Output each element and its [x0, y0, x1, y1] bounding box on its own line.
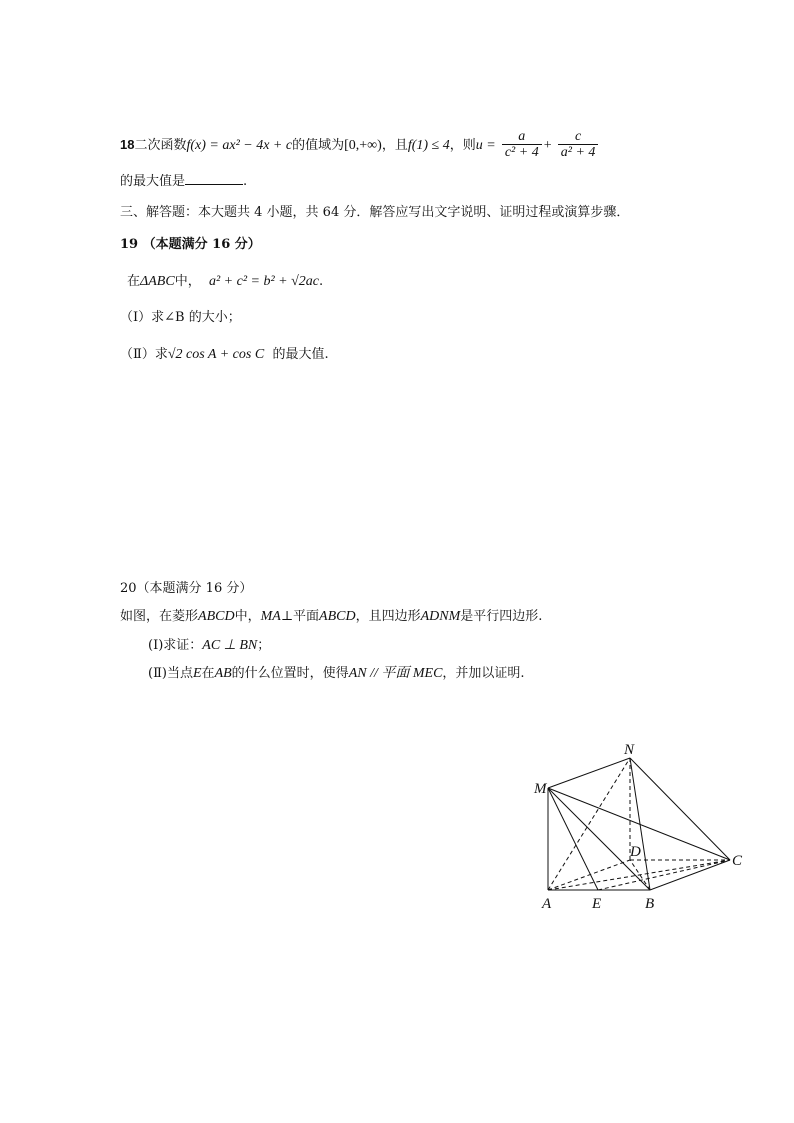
q20-intro-e: 是平行四边形. [460, 609, 543, 624]
q20-part2-an: AN // 平面 MEC [348, 666, 443, 681]
q18-condition: f(1) ≤ 4 [407, 138, 450, 153]
q18-function: f(x) = ax² − 4x + c [186, 138, 293, 153]
q20-intro-ma: MA [260, 609, 281, 624]
q18-line2 [120, 170, 247, 189]
q19-part2-expression: √2 cos A + cos C [167, 347, 265, 362]
q18-end: . [243, 174, 248, 189]
q19-equation: a² + c² = b² + √2ac [208, 274, 320, 289]
q20-part1-prefix: (Ⅰ)求证： [148, 638, 203, 653]
label-D: D [630, 844, 641, 860]
label-M: M [534, 781, 547, 797]
q20-intro-abcd: ABCD [198, 609, 235, 624]
q20-part2-b: 在 [201, 666, 215, 681]
edge-EC-hidden [598, 860, 730, 890]
edge-AD-hidden [548, 860, 630, 890]
edge-MN [548, 758, 630, 788]
q19-triangle: ΔABC [140, 274, 175, 289]
q20-part2-c: 的什么位置时，使得 [231, 666, 349, 681]
q18-u-lhs: u = [475, 138, 496, 153]
q20-part2-e: E [192, 666, 202, 681]
q20-part2-ab: AB [214, 666, 232, 681]
q19-part2 [120, 343, 329, 363]
q20-part1-expression: AC ⊥ BN [202, 638, 258, 653]
q19-part2-prefix: （Ⅱ）求 [120, 347, 168, 362]
q18-text5: 的最大值是 [120, 174, 186, 189]
q20-title: 20（本题满分 16 分） [120, 581, 253, 596]
q20-part1 [148, 634, 270, 654]
q19-part2-suffix: 的最大值. [272, 347, 329, 362]
geometry-figure [530, 740, 760, 920]
label-A: A [542, 896, 552, 912]
q18-number: 18 [120, 137, 135, 152]
edge-MB [548, 788, 650, 890]
label-C: C [732, 853, 743, 869]
q18-text2: 的值域为 [292, 138, 345, 153]
q20-part2-d: ，并加以证明. [442, 666, 525, 681]
edge-AN-hidden [548, 758, 630, 890]
q20-intro-d: ，且四边形 [355, 609, 421, 624]
q19-prefix: 在 [127, 274, 141, 289]
q20-intro [120, 605, 542, 625]
q18-text4: ，则 [449, 138, 476, 153]
q18-line1 [120, 130, 600, 161]
q18-plus: + [543, 138, 552, 153]
q20-intro-adnm: ADNM [420, 609, 461, 624]
q19-end: . [319, 274, 324, 289]
q18-fraction-2 [558, 129, 599, 160]
q18-text1: 二次函数 [134, 138, 187, 153]
label-N: N [624, 742, 635, 758]
section3-heading: 三、解答题：本大题共 4 小题，共 64 分．解答应写出文字说明、证明过程或演算步骤． [120, 205, 630, 220]
edge-AC-hidden [548, 860, 730, 890]
q20-intro-abcd2: ABCD [319, 609, 356, 624]
q19-mid: 中， [174, 274, 201, 289]
q18-fraction-2-denominator: a² + 4 [560, 145, 596, 160]
edge-NC [630, 758, 730, 860]
q19-line1 [127, 270, 323, 290]
q20-intro-a: 如图，在菱形 [120, 609, 199, 624]
label-B: B [645, 896, 655, 912]
q20-part1-end: ； [257, 638, 271, 653]
q19-title: 19 （本题满分 16 分） [120, 237, 261, 252]
q18-text3: ，且 [381, 138, 408, 153]
q18-range: [0,+∞) [344, 138, 382, 153]
q19-part1: （Ⅰ）求∠B 的大小； [120, 310, 241, 325]
q18-fraction-1-denominator: c² + 4 [504, 145, 539, 160]
q18-fraction-1 [502, 129, 542, 160]
q18-fraction-2-numerator: c [558, 129, 599, 145]
q20-intro-b: 中， [234, 609, 261, 624]
q20-part2-a: (Ⅱ)当点 [148, 666, 193, 681]
label-E: E [592, 896, 602, 912]
q18-fraction-1-numerator: a [502, 129, 542, 145]
q20-part2 [148, 662, 525, 682]
q20-intro-c: ⊥平面 [280, 609, 320, 624]
q18-answer-blank[interactable] [185, 172, 243, 185]
